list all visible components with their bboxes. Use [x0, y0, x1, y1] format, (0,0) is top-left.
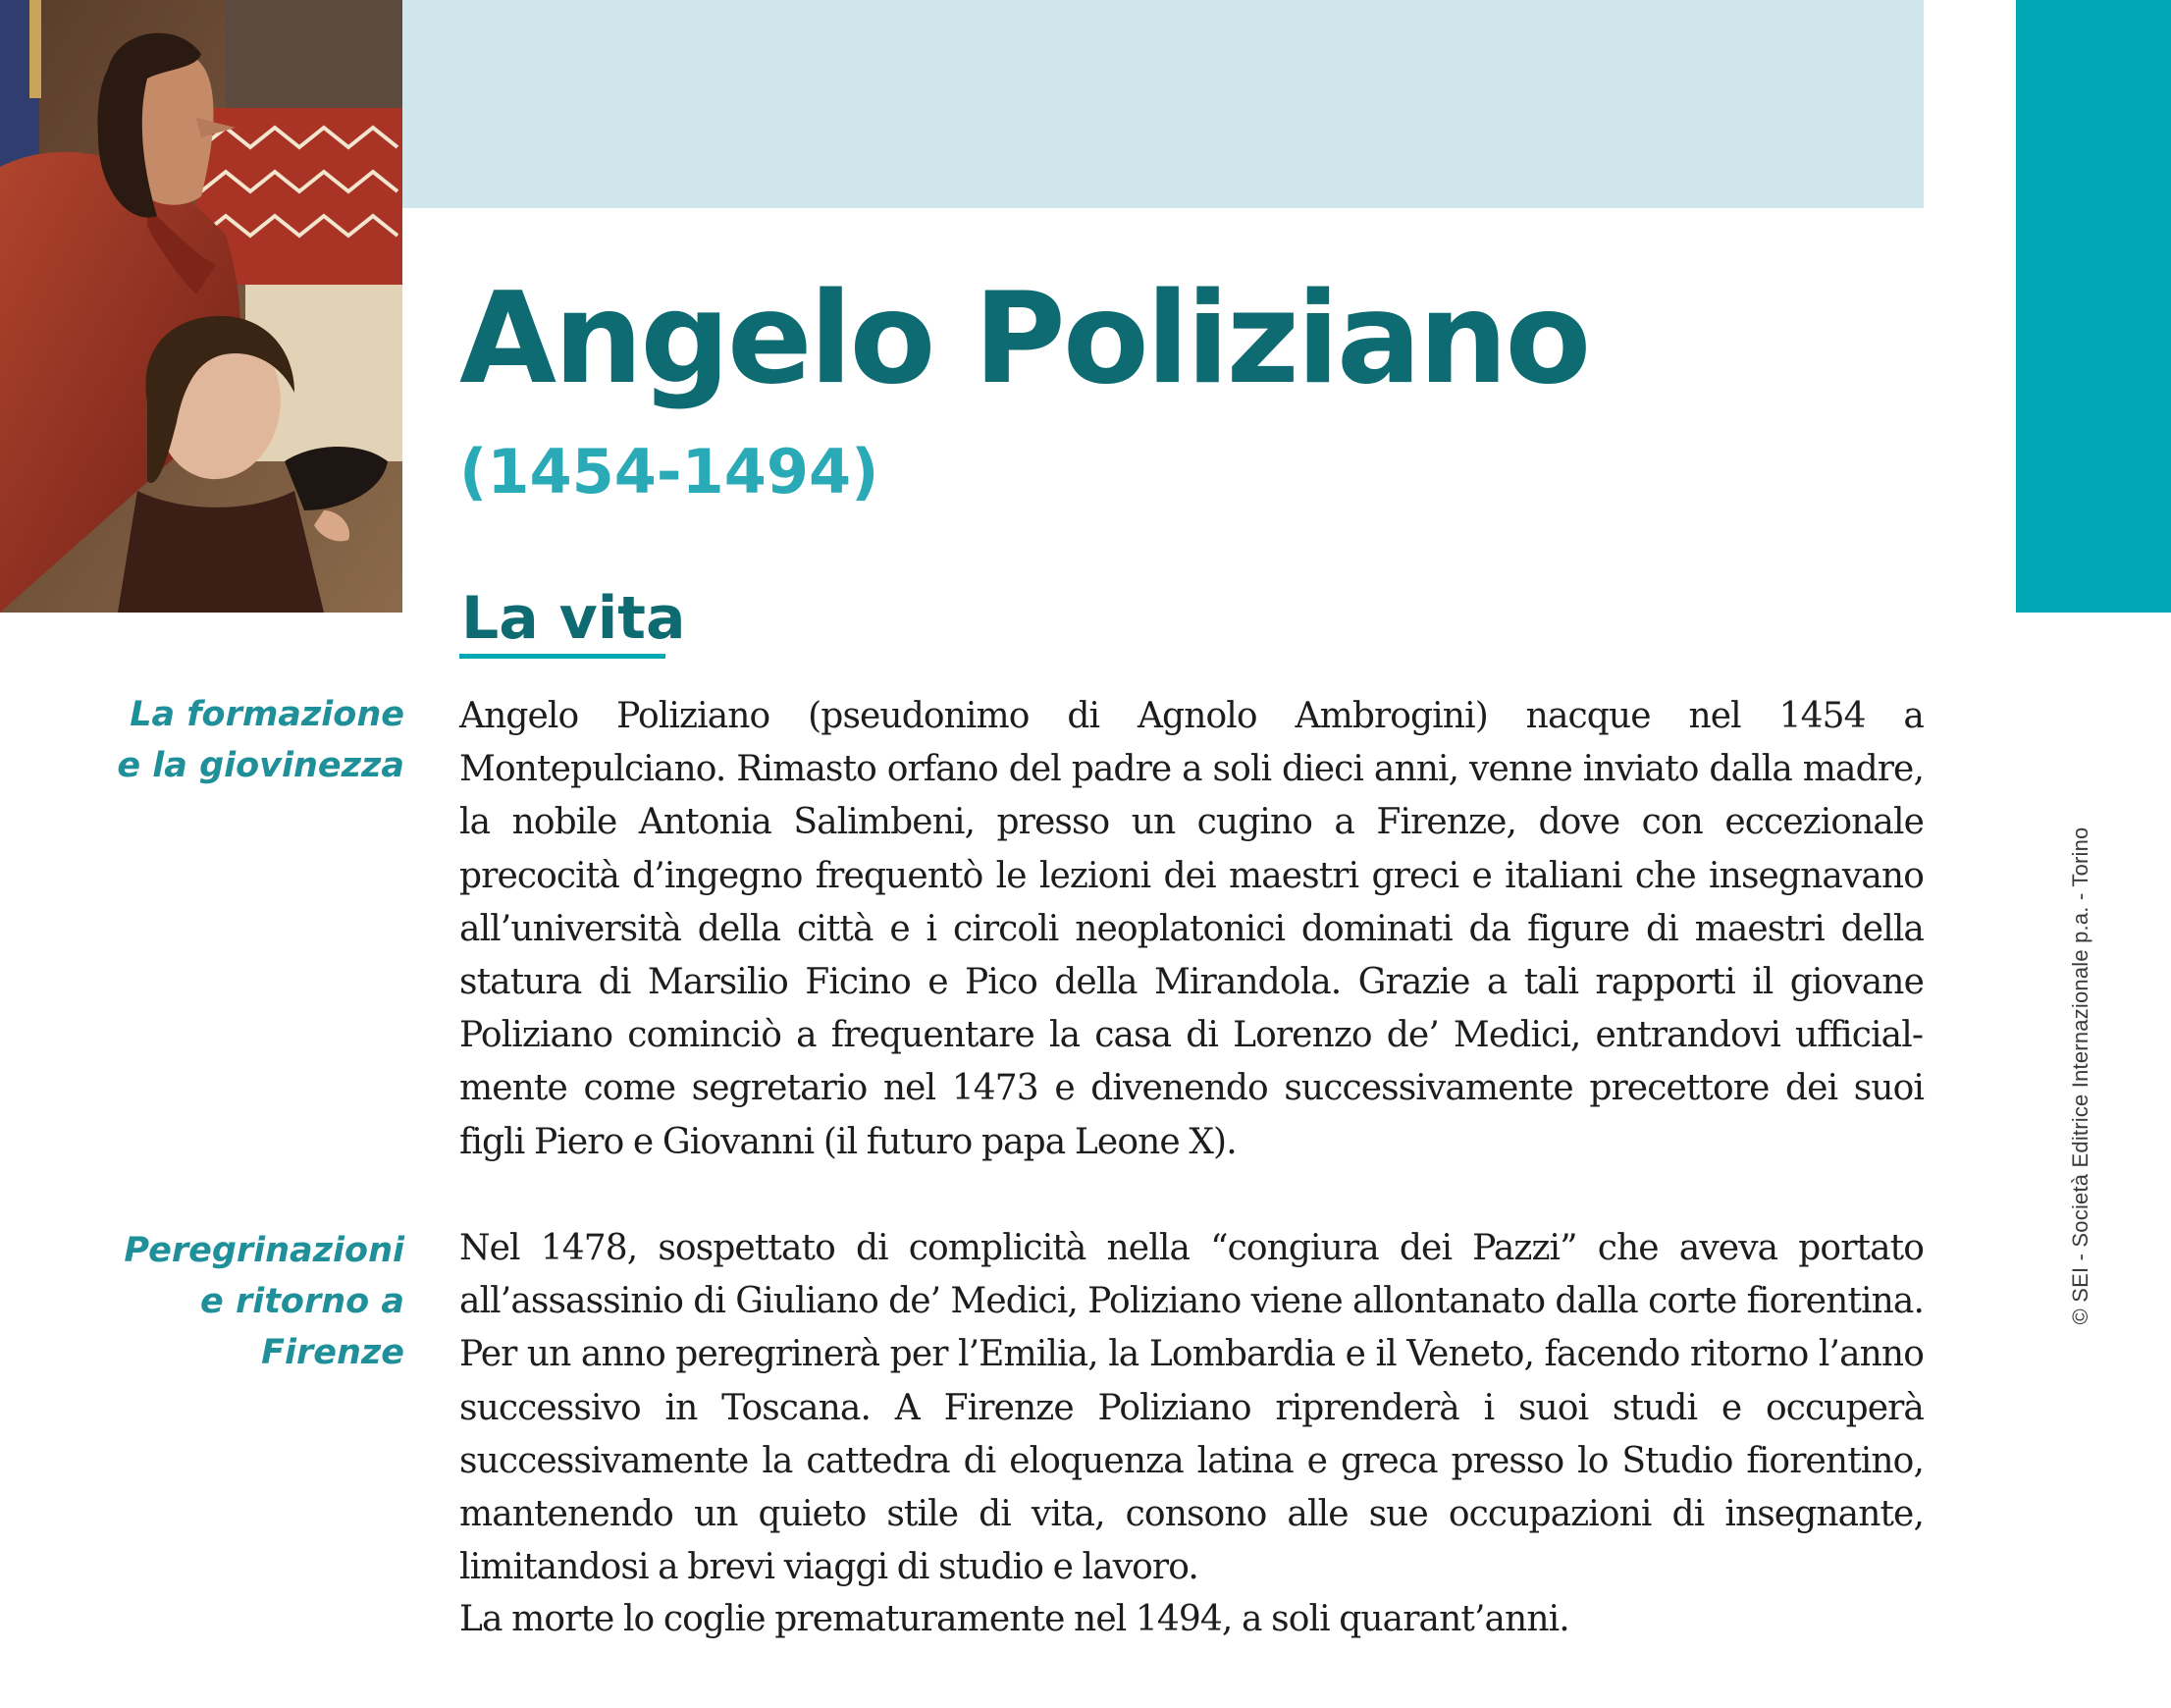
margin-note-travels-line2: e ritorno a Firenze — [200, 1282, 404, 1372]
header-band — [402, 0, 1924, 208]
portrait-fresco-image — [0, 0, 402, 613]
margin-note-formation-line1: La formazione — [130, 695, 404, 734]
margin-note-travels — [51, 1225, 404, 1378]
paragraph-formation: Angelo Poliziano (pseudonimo di Agnolo Ambrogini) nacque nel 1454 a Montepulciano. Rimasto orfano del padre a soli dieci anni, venne inviato dalla madre, la nobile Antonia Salimbeni, presso un cugino a Firenze, dove con eccezionale precocità d’ingegno frequentò le lezioni dei maestri greci e italiani che insegnavano all’università della città e i circoli neoplatonici dominati da figure di maestri della statura di Marsilio Ficino e Pico della Mirandola. Grazie a tali rapporti il giovane Poliziano cominciò a frequentare la casa di Lorenzo de’ Medici, entrandovi ufficialmente come segretario nel 1473 e divenendo successivamente precettore dei suoi figli Piero e Giovanni (il futuro papa Leone X). — [459, 696, 1924, 1162]
section-heading-underline — [459, 654, 665, 659]
margin-note-formation — [51, 689, 404, 791]
page-title: Angelo Poliziano — [459, 266, 1589, 412]
paragraph-travels: Nel 1478, sospettato di complicità nella “congiura dei Pazzi” che aveva portato all’assassinio di Giuliano de’ Medici, Poliziano viene allontanato dalla corte fiorentina. Per un anno peregrinerà per l’Emilia, la Lombardia e il Veneto, facendo ritorno l’anno successivo in Toscana. A Firenze Poliziano riprenderà i suoi studi e occuperà successivamente la cattedra di eloquenza latina e greca presso lo Studio fiorentino, mantenendo un quieto stile di vita, consono alle sue occupazioni di insegnante, limitandosi a brevi viaggi di studio e lavoro. — [459, 1228, 1924, 1588]
margin-note-travels-line1: Peregrinazioni — [124, 1231, 404, 1270]
side-accent-band — [2016, 0, 2171, 613]
margin-note-formation-line2: e la giovinezza — [117, 746, 404, 785]
section-heading: La vita — [461, 584, 686, 653]
copyright-notice: © SEI - Società Editrice Internazionale p.a. - Torino — [2068, 827, 2092, 1325]
life-dates: (1454-1494) — [459, 436, 879, 507]
paragraph-death: La morte lo coglie prematuramente nel 1494, a soli quarant’anni. — [459, 1599, 1569, 1639]
